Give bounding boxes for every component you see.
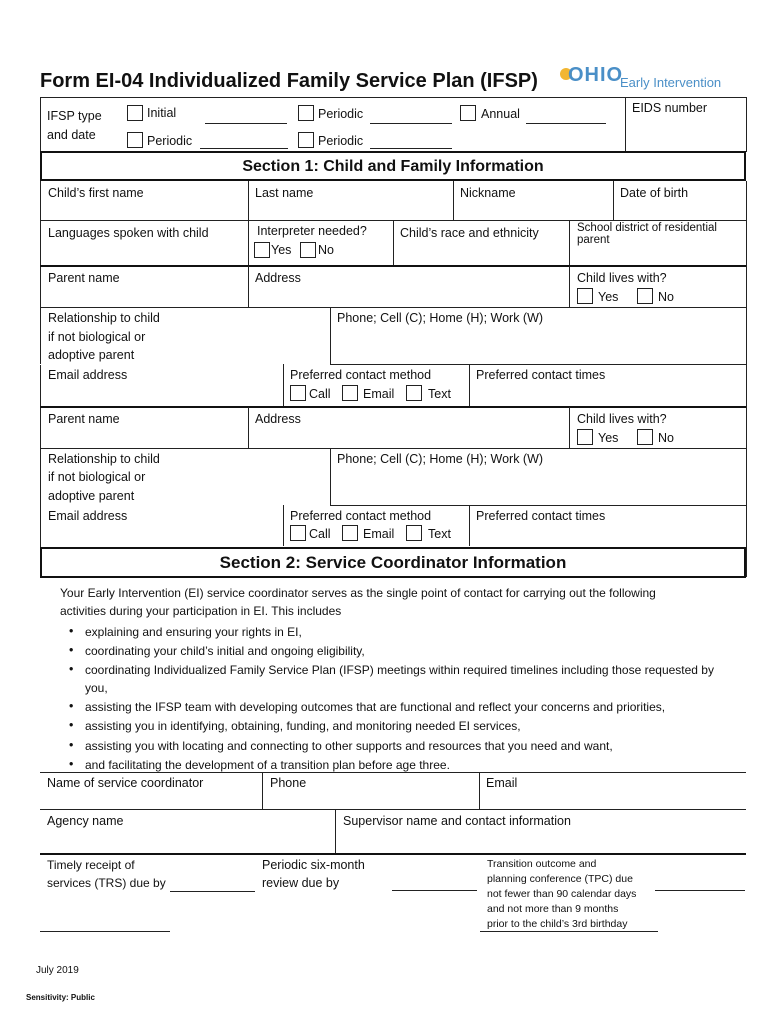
email-label-2: Email address (48, 509, 128, 523)
lives-with-no-checkbox-2[interactable] (637, 429, 653, 445)
relationship-label-2a: Relationship to child (48, 452, 160, 466)
bullet-dot: • (69, 662, 74, 676)
contact-call-checkbox-2[interactable] (290, 525, 306, 541)
periodic-3-label: Periodic (318, 134, 364, 148)
bullet-dot: • (69, 738, 74, 752)
sc-intro-line-2: activities during your participation in EI. This includes (60, 604, 342, 618)
activity-item-continued: you, (85, 681, 108, 695)
section-1-header (40, 151, 746, 181)
contact-text-label-2: Text (428, 527, 451, 541)
bullet-dot: • (69, 643, 74, 657)
bullet-dot: • (69, 699, 74, 713)
periodic-3-date-field[interactable] (370, 148, 452, 149)
lives-with-yes-label-1: Yes (598, 290, 619, 304)
lives-with-no-label-1: No (658, 290, 674, 304)
phone-label-1: Phone; Cell (C); Home (H); Work (W) (337, 311, 544, 325)
trs-label-2: services (TRS) due by (47, 876, 166, 890)
annual-label: Annual (481, 107, 520, 121)
tpc-due-field[interactable] (655, 890, 745, 891)
childs-first-name-label: Child’s first name (48, 186, 144, 200)
contact-email-label-1: Email (363, 387, 395, 401)
periodic-1-date-field[interactable] (370, 123, 452, 124)
activity-item: explaining and ensuring your rights in EI, (85, 625, 302, 639)
address-label-2: Address (255, 412, 301, 426)
relationship-label-1b: if not biological or (48, 330, 146, 344)
contact-text-checkbox-2[interactable] (406, 525, 422, 541)
tpc-label-3: not fewer than 90 calendar days (487, 888, 637, 900)
bullet-dot: • (69, 624, 74, 638)
ohio-ei-logo (560, 66, 740, 94)
lives-with-no-checkbox-1[interactable] (637, 288, 653, 304)
agency-name-label: Agency name (47, 814, 124, 828)
activity-item: and facilitating the development of a transition plan before age three. (85, 758, 450, 772)
dob-label: Date of birth (620, 186, 689, 200)
contact-text-checkbox-1[interactable] (406, 385, 422, 401)
form-date: July 2019 (36, 965, 79, 976)
preferred-contact-times-label-1: Preferred contact times (476, 368, 606, 382)
tpc-label-4: and not more than 9 months (487, 903, 619, 915)
initial-checkbox[interactable] (127, 105, 143, 121)
tpc-label-1: Transition outcome and (487, 858, 597, 870)
tpc-label-2: planning conference (TPC) due (487, 873, 633, 885)
interpreter-no-label: No (318, 243, 334, 257)
relationship-label-1c: adoptive parent (48, 348, 135, 362)
bullet-dot: • (69, 718, 74, 732)
parent-name-label-2: Parent name (48, 412, 120, 426)
activity-item: assisting the IFSP team with developing outcomes that are functional and reflect your concerns and priorities, (85, 700, 666, 714)
school-district-label-2: parent (577, 234, 610, 246)
contact-email-checkbox-2[interactable] (342, 525, 358, 541)
child-lives-with-label-1: Child lives with? (577, 271, 667, 285)
section-2-title: Section 2: Service Coordinator Information (219, 553, 567, 572)
interpreter-no-checkbox[interactable] (300, 242, 316, 258)
activity-item: assisting you with locating and connecting to other supports and resources that you need and want, (85, 739, 613, 753)
initial-label: Initial (147, 106, 177, 120)
sensitivity-label: Sensitivity: Public (26, 993, 95, 1002)
email-label-1: Email address (48, 368, 128, 382)
interpreter-yes-label: Yes (271, 243, 292, 257)
race-label: Child’s race and ethnicity (400, 226, 539, 240)
eids-field[interactable] (627, 118, 745, 150)
lives-with-yes-label-2: Yes (598, 431, 619, 445)
activity-item: coordinating Individualized Family Service Plan (IFSP) meetings within required timelines including those requested by (85, 663, 714, 677)
contact-email-label-2: Email (363, 527, 395, 541)
ifsp-date-label: and date (47, 128, 96, 142)
periodic-3-checkbox[interactable] (298, 132, 314, 148)
preferred-contact-times-label-2: Preferred contact times (476, 509, 606, 523)
sc-phone-label: Phone (270, 776, 307, 790)
eids-label: EIDS number (632, 101, 708, 115)
relationship-label-2c: adoptive parent (48, 489, 135, 503)
phone-label-2: Phone; Cell (C); Home (H); Work (W) (337, 452, 544, 466)
sc-intro-line-1: Your Early Intervention (EI) service coordinator serves as the single point of contact for carrying out the following (60, 586, 656, 600)
lives-with-no-label-2: No (658, 431, 674, 445)
preferred-contact-method-label-2: Preferred contact method (290, 509, 432, 523)
preferred-contact-method-label-1: Preferred contact method (290, 368, 432, 382)
section-2-header (40, 547, 746, 578)
initial-date-field[interactable] (205, 123, 287, 124)
review-due-field[interactable] (392, 890, 477, 891)
periodic-1-label: Periodic (318, 107, 364, 121)
logo-ei-text: Early Intervention (620, 75, 722, 90)
school-district-label-1: School district of residential (577, 222, 717, 234)
logo-ohio-text: OHIO (568, 64, 624, 86)
review-label-1: Periodic six-month (262, 858, 365, 872)
lives-with-yes-checkbox-1[interactable] (577, 288, 593, 304)
review-label-2: review due by (262, 876, 340, 890)
bullet-dot: • (69, 757, 74, 771)
annual-checkbox[interactable] (460, 105, 476, 121)
ifsp-type-label: IFSP type (47, 109, 102, 123)
trs-due-field[interactable] (170, 891, 255, 892)
activity-item: coordinating your child’s initial and ongoing eligibility, (85, 644, 365, 658)
section-1-title: Section 1: Child and Family Information (242, 158, 544, 175)
last-name-label: Last name (255, 186, 314, 200)
annual-date-field[interactable] (526, 123, 606, 124)
service-coordinator-name-label: Name of service coordinator (47, 776, 204, 790)
contact-text-label-1: Text (428, 387, 451, 401)
nickname-label: Nickname (460, 186, 516, 200)
activity-item: assisting you in identifying, obtaining, funding, and monitoring needed EI services, (85, 719, 521, 733)
periodic-2-date-field[interactable] (200, 148, 288, 149)
languages-label: Languages spoken with child (48, 226, 209, 240)
trs-extra-field[interactable] (40, 931, 170, 932)
lives-with-yes-checkbox-2[interactable] (577, 429, 593, 445)
tpc-label-5: prior to the child’s 3rd birthday (487, 918, 628, 930)
form-title: Form EI-04 Individualized Family Service Plan (IFSP) (40, 70, 538, 92)
periodic-2-label: Periodic (147, 134, 193, 148)
parent-name-label-1: Parent name (48, 271, 120, 285)
relationship-label-2b: if not biological or (48, 470, 146, 484)
interpreter-yes-checkbox[interactable] (254, 242, 270, 258)
address-label-1: Address (255, 271, 301, 285)
contact-call-label-2: Call (309, 527, 331, 541)
child-lives-with-label-2: Child lives with? (577, 412, 667, 426)
periodic-1-checkbox[interactable] (298, 105, 314, 121)
contact-call-label-1: Call (309, 387, 331, 401)
contact-call-checkbox-1[interactable] (290, 385, 306, 401)
trs-label-1: Timely receipt of (47, 858, 135, 872)
periodic-2-checkbox[interactable] (127, 132, 143, 148)
relationship-label-1a: Relationship to child (48, 311, 160, 325)
sc-email-label: Email (486, 776, 518, 790)
interpreter-label: Interpreter needed? (257, 224, 367, 238)
supervisor-label: Supervisor name and contact information (343, 814, 571, 828)
contact-email-checkbox-1[interactable] (342, 385, 358, 401)
